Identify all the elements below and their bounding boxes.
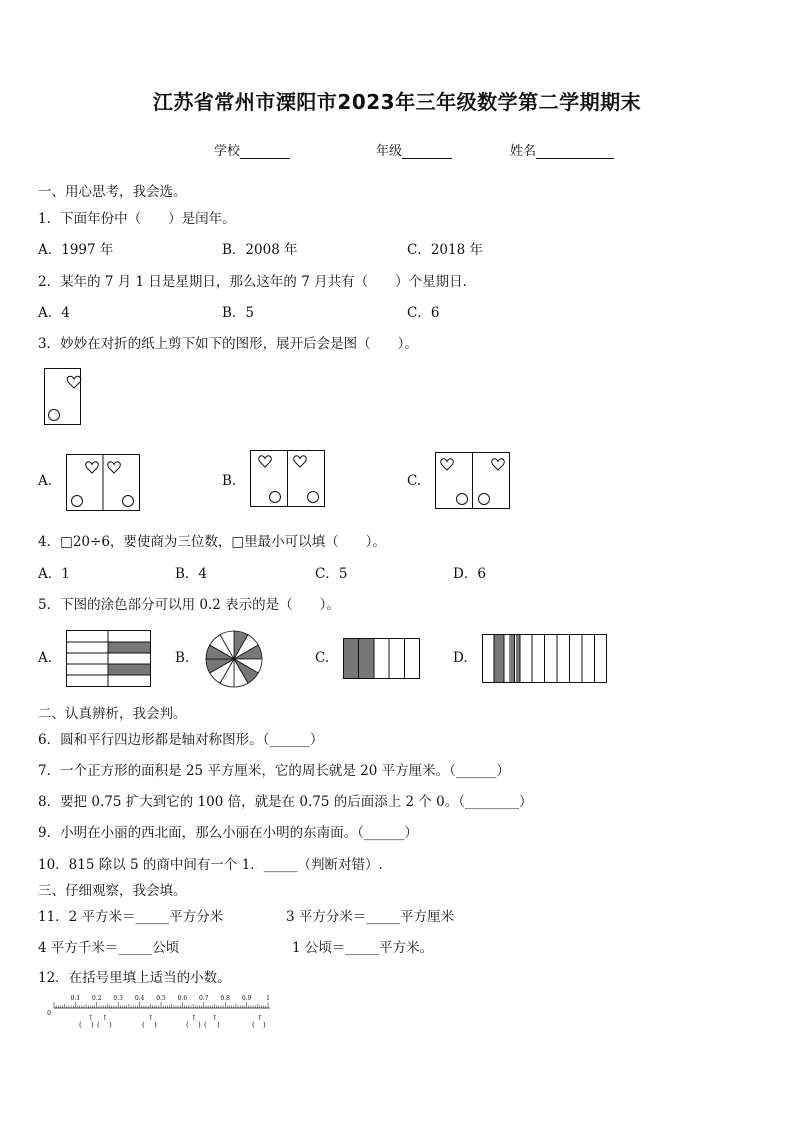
question-11c[interactable]: 4 平方千米＝_____公顷 bbox=[38, 940, 180, 956]
name-label: 姓名 bbox=[510, 144, 537, 159]
svg-text:): ) bbox=[109, 1021, 112, 1029]
q3-option-c[interactable]: C. bbox=[407, 473, 422, 489]
q5-figure-d-bars[interactable] bbox=[482, 634, 608, 684]
q2-option-a[interactable]: A．4 bbox=[38, 305, 70, 321]
name-field[interactable] bbox=[510, 140, 614, 159]
circle-icon bbox=[457, 494, 468, 505]
q5-figure-b-circle[interactable] bbox=[204, 629, 264, 689]
section-2-heading: 二、认真辨析，我会判。 bbox=[38, 706, 187, 722]
svg-text:): ) bbox=[91, 1021, 94, 1029]
svg-text:): ) bbox=[217, 1021, 220, 1029]
q3-figure-a[interactable] bbox=[66, 454, 141, 512]
grade-blank[interactable] bbox=[402, 144, 452, 159]
number-line bbox=[46, 994, 276, 1032]
question-11a[interactable]: 11．2 平方米＝_____平方分米 bbox=[38, 909, 224, 925]
q4-option-a[interactable]: A．1 bbox=[38, 566, 70, 582]
question-9[interactable]: 9．小明在小丽的西北面，那么小丽在小明的东南面。（______） bbox=[38, 825, 418, 841]
q5-figure-a-grid[interactable] bbox=[66, 630, 152, 688]
q4-option-d[interactable]: D．6 bbox=[453, 566, 486, 582]
school-blank[interactable] bbox=[240, 144, 290, 159]
q3-option-a[interactable]: A. bbox=[38, 473, 53, 489]
svg-text:): ) bbox=[154, 1021, 157, 1029]
ruler-label: 0.2 bbox=[92, 995, 102, 1002]
ruler-label: 0.3 bbox=[113, 995, 123, 1002]
ruler-label: 0.6 bbox=[177, 995, 188, 1002]
svg-text:): ) bbox=[198, 1021, 201, 1029]
page-title: 江苏省常州市溧阳市2023年三年级数学第二学期期末 bbox=[152, 90, 642, 114]
ruler-label: 0.9 bbox=[241, 995, 252, 1002]
question-10[interactable]: 10．815 除以 5 的商中间有一个 1．_____（判断对错）. bbox=[38, 857, 383, 873]
svg-text:(: ( bbox=[186, 1021, 189, 1029]
name-blank[interactable] bbox=[536, 144, 614, 159]
q3-figure-c[interactable] bbox=[435, 452, 511, 510]
svg-text:↑: ↑ bbox=[102, 1014, 108, 1022]
svg-text:(: ( bbox=[204, 1021, 207, 1029]
circle-icon bbox=[72, 496, 83, 507]
q1-option-b[interactable]: B．2008 年 bbox=[222, 242, 298, 258]
svg-text:): ) bbox=[263, 1021, 266, 1029]
question-7[interactable]: 7．一个正方形的面积是 25 平方厘米，它的周长就是 20 平方厘米。（______） bbox=[38, 763, 510, 779]
q4-option-c[interactable]: C．5 bbox=[315, 566, 348, 582]
ruler-label: 0.8 bbox=[220, 995, 230, 1002]
answer-arrows[interactable] bbox=[79, 1014, 266, 1029]
circle-icon bbox=[49, 410, 60, 421]
heart-icon bbox=[492, 459, 505, 470]
circle-icon bbox=[270, 492, 281, 503]
svg-text:(: ( bbox=[79, 1021, 82, 1029]
ruler-label: 0.5 bbox=[156, 995, 166, 1002]
question-3: 3．妙妙在对折的纸上剪下如下的图形，展开后会是图（ ）。 bbox=[38, 336, 418, 352]
question-5: 5．下图的涂色部分可以用 0.2 表示的是（ ）。 bbox=[38, 597, 340, 613]
grade-field[interactable] bbox=[376, 140, 452, 159]
circle-icon bbox=[479, 494, 490, 505]
svg-text:↑: ↑ bbox=[148, 1014, 154, 1022]
question-8[interactable]: 8．要把 0.75 扩大到它的 100 倍，就是在 0.75 的后面添上 2 个 0。（________） bbox=[38, 794, 533, 810]
q1-option-c[interactable]: C．2018 年 bbox=[407, 242, 483, 258]
heart-icon bbox=[294, 456, 307, 467]
ruler-label: 1 bbox=[266, 995, 270, 1002]
question-1: 1．下面年份中（ ）是闰年。 bbox=[38, 211, 236, 227]
number-line-zero: 0 bbox=[47, 1010, 51, 1017]
section-1-heading: 一、用心思考，我会选。 bbox=[38, 184, 187, 200]
ruler-label: 0.1 bbox=[70, 995, 81, 1002]
grade-label: 年级 bbox=[376, 144, 403, 159]
heart-icon bbox=[86, 462, 99, 473]
svg-text:(: ( bbox=[142, 1021, 145, 1029]
question-4: 4．□20÷6，要使商为三位数，□里最小可以填（ ）。 bbox=[38, 534, 386, 550]
q5-option-a[interactable]: A. bbox=[38, 650, 53, 666]
svg-text:↑: ↑ bbox=[257, 1014, 263, 1022]
svg-text:(: ( bbox=[252, 1021, 255, 1029]
circle-icon bbox=[308, 492, 319, 503]
q5-option-c[interactable]: C. bbox=[315, 650, 330, 666]
section-3-heading: 三、仔细观察，我会填。 bbox=[38, 883, 187, 899]
q5-figure-c-bars[interactable] bbox=[343, 638, 421, 680]
question-6[interactable]: 6．圆和平行四边形都是轴对称图形。（______） bbox=[38, 732, 324, 748]
q2-option-c[interactable]: C．6 bbox=[407, 305, 440, 321]
question-2: 2．某年的 7 月 1 日是星期日，那么这年的 7 月共有（ ）个星期日. bbox=[38, 274, 467, 290]
school-label: 学校 bbox=[214, 144, 241, 159]
svg-text:↑: ↑ bbox=[191, 1014, 197, 1022]
heart-icon bbox=[259, 456, 272, 467]
question-11d[interactable]: 1 公顷＝_____平方米。 bbox=[292, 940, 434, 956]
svg-text:↑: ↑ bbox=[88, 1014, 94, 1022]
circle-icon bbox=[123, 496, 134, 507]
q4-option-b[interactable]: B．4 bbox=[175, 566, 208, 582]
folded-paper-figure bbox=[44, 368, 82, 426]
heart-icon bbox=[108, 462, 121, 473]
question-11b[interactable]: 3 平方分米＝_____平方厘米 bbox=[286, 909, 455, 925]
heart-icon bbox=[441, 459, 454, 470]
svg-text:(: ( bbox=[97, 1021, 100, 1029]
q5-option-b[interactable]: B. bbox=[175, 650, 190, 666]
q5-option-d[interactable]: D. bbox=[453, 650, 468, 666]
heart-icon bbox=[67, 376, 81, 388]
school-field[interactable] bbox=[214, 140, 290, 159]
q3-figure-b[interactable] bbox=[250, 450, 326, 508]
q1-option-a[interactable]: A．1997 年 bbox=[38, 242, 114, 258]
ruler-label: 0.7 bbox=[199, 995, 209, 1002]
question-12: 12．在括号里填上适当的小数。 bbox=[38, 970, 231, 986]
q3-option-b[interactable]: B. bbox=[222, 473, 237, 489]
q2-option-b[interactable]: B．5 bbox=[222, 305, 255, 321]
ruler-label: 0.4 bbox=[134, 995, 145, 1002]
svg-text:↑: ↑ bbox=[212, 1014, 218, 1022]
